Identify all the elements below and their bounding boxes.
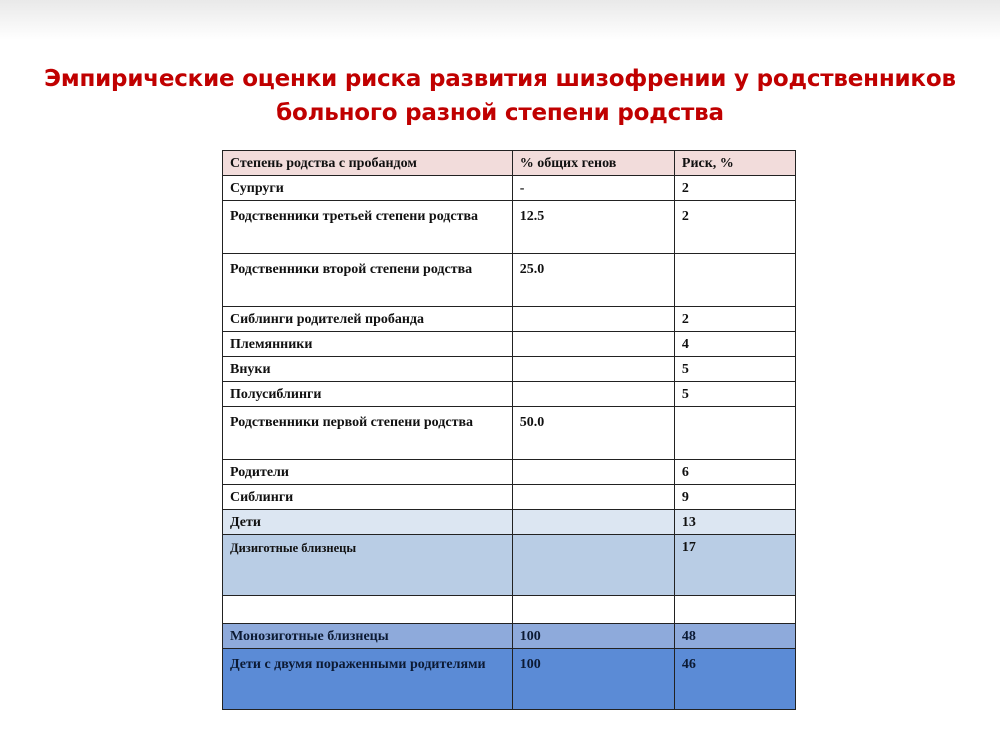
table-row — [223, 485, 796, 510]
cell-relation: Внуки — [223, 357, 513, 382]
table-row — [223, 407, 796, 460]
table-row — [223, 332, 796, 357]
cell-genes: 100 — [512, 624, 674, 649]
cell-relation: Дизиготные близнецы — [223, 535, 513, 596]
cell-genes: 12.5 — [512, 201, 674, 254]
cell-genes — [512, 332, 674, 357]
cell-relation: Полусиблинги — [223, 382, 513, 407]
header-cell-genes: % общих генов — [512, 151, 674, 176]
cell-genes: - — [512, 176, 674, 201]
cell-genes: 100 — [512, 649, 674, 710]
cell-relation: Родственники второй степени родства — [223, 254, 513, 307]
cell-risk: 2 — [674, 307, 795, 332]
cell-risk: 6 — [674, 460, 795, 485]
cell-relation: Сиблинги родителей пробанда — [223, 307, 513, 332]
cell-genes — [512, 535, 674, 596]
table-row-monozygotic — [223, 624, 796, 649]
slide-title-line-1: Эмпирические оценки риска развития шизофрении у родственников — [44, 66, 956, 92]
table-row — [223, 201, 796, 254]
cell-relation: Родители — [223, 460, 513, 485]
cell-risk: 4 — [674, 332, 795, 357]
cell-relation — [223, 596, 513, 624]
cell-risk: 9 — [674, 485, 795, 510]
cell-genes — [512, 460, 674, 485]
cell-risk — [674, 407, 795, 460]
table-row-empty — [223, 596, 796, 624]
cell-risk: 13 — [674, 510, 795, 535]
slide-title-line-2: больного разной степени родства — [276, 100, 724, 126]
table-row — [223, 176, 796, 201]
cell-risk: 5 — [674, 382, 795, 407]
cell-risk: 46 — [674, 649, 795, 710]
cell-relation: Дети с двумя пораженными родителями — [223, 649, 513, 710]
cell-relation: Монозиготные близнецы — [223, 624, 513, 649]
table-row — [223, 357, 796, 382]
cell-genes — [512, 596, 674, 624]
cell-genes — [512, 357, 674, 382]
cell-relation: Супруги — [223, 176, 513, 201]
header-cell-risk: Риск, % — [674, 151, 795, 176]
table-row — [223, 382, 796, 407]
cell-genes — [512, 307, 674, 332]
cell-relation: Родственники первой степени родства — [223, 407, 513, 460]
cell-risk: 17 — [674, 535, 795, 596]
table-row-dizygotic — [223, 535, 796, 596]
cell-genes: 50.0 — [512, 407, 674, 460]
header-cell-relation: Степень родства с пробандом — [223, 151, 513, 176]
cell-genes — [512, 485, 674, 510]
cell-relation: Дети — [223, 510, 513, 535]
table-row-two-parents — [223, 649, 796, 710]
table-row — [223, 307, 796, 332]
risk-table — [222, 150, 796, 710]
cell-genes: 25.0 — [512, 254, 674, 307]
cell-risk: 5 — [674, 357, 795, 382]
cell-genes — [512, 510, 674, 535]
cell-risk — [674, 596, 795, 624]
table-row-children — [223, 510, 796, 535]
cell-relation: Сиблинги — [223, 485, 513, 510]
cell-relation: Племянники — [223, 332, 513, 357]
table-row — [223, 460, 796, 485]
table-row — [223, 254, 796, 307]
table-header-row — [223, 151, 796, 176]
slide-title — [0, 62, 1000, 130]
cell-risk: 2 — [674, 176, 795, 201]
cell-risk: 48 — [674, 624, 795, 649]
cell-risk: 2 — [674, 201, 795, 254]
cell-relation: Родственники третьей степени родства — [223, 201, 513, 254]
cell-genes — [512, 382, 674, 407]
cell-risk — [674, 254, 795, 307]
